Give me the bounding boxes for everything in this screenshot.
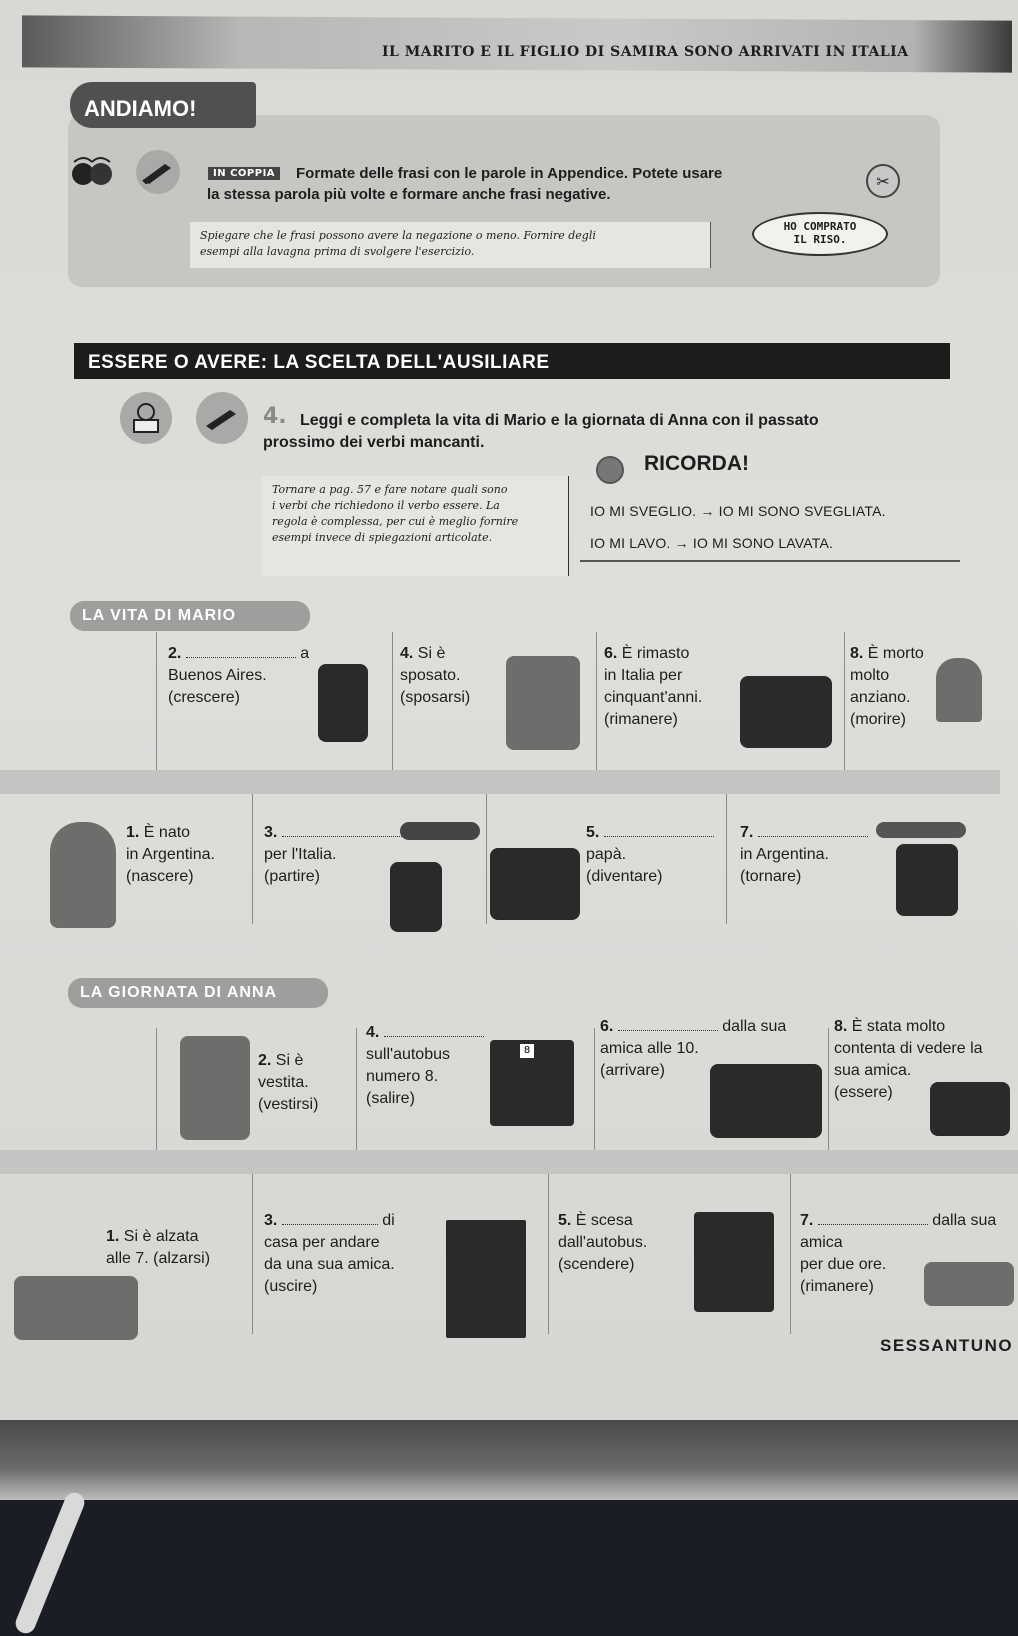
anna-item-4 — [366, 1022, 484, 1110]
item-text: Si è alzata — [123, 1228, 199, 1245]
divider — [252, 794, 253, 924]
divider — [548, 1174, 549, 1334]
item-verb: (diventare) — [586, 868, 663, 885]
divider — [594, 1028, 595, 1150]
item-text: in Argentina. — [740, 846, 829, 863]
airplane-illustration — [400, 822, 480, 840]
old-man-illustration — [896, 844, 958, 916]
item-text: anziano. — [850, 689, 911, 706]
airplane-illustration — [876, 822, 966, 838]
item-verb: (essere) — [834, 1084, 893, 1101]
item-verb: (crescere) — [168, 689, 241, 706]
doorway-illustration — [446, 1220, 526, 1338]
mario-timeline — [0, 770, 1000, 794]
item-text: in Argentina. — [126, 846, 215, 863]
item-text: alle 7. (alzarsi) — [106, 1250, 211, 1267]
answer-blank[interactable] — [604, 822, 714, 837]
item-number: 1. — [126, 824, 140, 841]
item-number: 8. — [850, 645, 864, 662]
pushpin-icon — [596, 456, 624, 484]
ricorda-title: RICORDA! — [644, 452, 749, 475]
anna-item-1 — [106, 1226, 210, 1270]
exercise-number: 4. — [263, 404, 287, 429]
anna-timeline — [0, 1150, 1018, 1174]
sofa-friends-illustration — [924, 1262, 1014, 1306]
answer-blank[interactable] — [618, 1016, 718, 1031]
item-text: È stata molto — [851, 1018, 946, 1035]
answer-blank[interactable] — [758, 822, 868, 837]
item-text: Si è — [275, 1052, 304, 1069]
divider — [252, 1174, 253, 1334]
item-text: vestita. — [258, 1074, 309, 1091]
mario-item-8 — [850, 643, 924, 731]
mario-item-5 — [586, 822, 714, 888]
item-verb: (vestirsi) — [258, 1096, 319, 1113]
item-number: 4. — [400, 645, 414, 662]
item-text: casa per andare — [264, 1234, 380, 1251]
answer-blank[interactable] — [282, 1210, 378, 1225]
section-title: ESSERE O AVERE: LA SCELTA DELL'AUSILIARE — [88, 352, 550, 373]
item-verb: (scendere) — [558, 1256, 635, 1273]
item-text: contenta di vedere la — [834, 1040, 983, 1057]
note-line: esempi invece di spiegazioni articolate. — [272, 531, 493, 544]
item-number: 3. — [264, 824, 278, 841]
ricorda-example-1: IO MI SVEGLIO. → IO MI SONO SVEGLIATA. — [590, 503, 886, 519]
item-text: papà. — [586, 846, 627, 863]
item-text: sull'autobus — [366, 1046, 450, 1063]
andiamo-instruction-1: Formate delle frasi con le parole in Appendice. Potete usare — [296, 165, 723, 182]
item-text: È rimasto — [621, 645, 690, 662]
item-number: 8. — [834, 1018, 848, 1035]
reading-icon — [120, 392, 172, 444]
speech-bubble — [752, 212, 888, 256]
mario-item-4 — [400, 643, 470, 709]
item-text: È nato — [143, 824, 191, 841]
andiamo-title: ANDIAMO! — [84, 96, 197, 121]
divider — [156, 632, 157, 770]
divider — [486, 794, 487, 924]
teacher-note-ricorda — [262, 476, 569, 576]
item-number: 1. — [106, 1228, 120, 1245]
item-text: dalla sua — [722, 1018, 787, 1035]
item-verb: (sposarsi) — [400, 689, 471, 706]
bubble-line: IL RISO. — [793, 233, 847, 246]
mario-item-2 — [168, 643, 309, 709]
soccer-boy-illustration — [318, 664, 368, 742]
item-number: 5. — [558, 1212, 572, 1229]
item-verb: (rimanere) — [800, 1278, 874, 1295]
item-text: di — [382, 1212, 395, 1229]
in-coppia-badge: IN COPPIA — [208, 167, 280, 180]
page-number: SESSANTUNO — [880, 1336, 1014, 1355]
item-verb: (partire) — [264, 868, 321, 885]
wedding-couple-illustration — [506, 656, 580, 750]
bus-number: 8 — [520, 1044, 534, 1058]
item-text: per due ore. — [800, 1256, 887, 1273]
item-text: molto — [850, 667, 890, 684]
exercise-instruction-1: Leggi e completa la vita di Mario e la giornata di Anna con il passato — [300, 412, 819, 429]
anna-item-2 — [258, 1050, 318, 1116]
item-text: Buenos Aires. — [168, 667, 267, 684]
item-text: sposato. — [400, 667, 461, 684]
father-child-illustration — [490, 848, 580, 920]
item-verb: (morire) — [850, 711, 906, 728]
answer-blank[interactable] — [282, 822, 402, 837]
item-verb: (salire) — [366, 1090, 415, 1107]
item-verb: (rimanere) — [604, 711, 678, 728]
anna-item-5 — [558, 1210, 647, 1276]
exercise-instruction-2: prossimo dei verbi mancanti. — [263, 434, 485, 451]
note-line: Spiegare che le frasi possono avere la negazione o meno. Fornire degli — [200, 229, 596, 242]
divider — [156, 1028, 157, 1150]
divider — [392, 632, 393, 770]
ricorda-underline — [580, 560, 960, 562]
girl-dressing-illustration — [180, 1036, 250, 1140]
write-icon — [196, 392, 248, 444]
anna-item-3 — [264, 1210, 395, 1298]
gravestone-illustration — [936, 658, 982, 722]
divider — [596, 632, 597, 770]
item-text: È morto — [867, 645, 924, 662]
item-number: 2. — [258, 1052, 272, 1069]
item-text: da una sua amica. — [264, 1256, 395, 1273]
traveler-illustration — [390, 862, 442, 932]
workers-illustration — [740, 676, 832, 748]
item-text: a — [300, 645, 310, 662]
item-number: 6. — [600, 1018, 614, 1035]
item-number: 2. — [168, 645, 182, 662]
item-verb: (tornare) — [740, 868, 802, 885]
pen-object — [13, 1490, 88, 1636]
item-text: numero 8. — [366, 1068, 439, 1085]
item-verb: (nascere) — [126, 868, 194, 885]
andiamo-instruction-2: la stessa parola più volte e formare anche frasi negative. — [207, 186, 611, 203]
divider — [726, 794, 727, 924]
divider — [790, 1174, 791, 1334]
anna-title: LA GIORNATA DI ANNA — [68, 978, 328, 1008]
note-line: i verbi che richiedono il verbo essere. La — [272, 499, 500, 512]
item-text: Si è — [417, 645, 446, 662]
girl-waking-illustration — [14, 1276, 138, 1340]
bus-stop-illustration — [694, 1212, 774, 1312]
ricorda-example-2: IO MI LAVO. → IO MI SONO LAVATA. — [590, 535, 834, 551]
mario-item-7 — [740, 822, 868, 888]
item-number: 5. — [586, 824, 600, 841]
page-header-title: IL MARITO E IL FIGLIO DI SAMIRA SONO ARRIVATI IN ITALIA — [382, 44, 909, 60]
item-verb: (uscire) — [264, 1278, 318, 1295]
friends-greeting-illustration — [710, 1064, 822, 1138]
item-text: amica alle 10. — [600, 1040, 699, 1057]
bus-illustration — [490, 1040, 574, 1126]
item-text: per l'Italia. — [264, 846, 337, 863]
mario-item-6 — [604, 643, 702, 731]
page-edge-shadow — [0, 1420, 1018, 1500]
item-text: cinquant'anni. — [604, 689, 703, 706]
item-number: 3. — [264, 1212, 278, 1229]
mother-baby-illustration — [50, 822, 116, 928]
answer-blank[interactable] — [384, 1022, 484, 1037]
note-line: regola è complessa, per cui è meglio fornire — [272, 515, 519, 528]
pair-icon — [70, 150, 114, 194]
item-text: sua amica. — [834, 1062, 912, 1079]
answer-blank[interactable] — [818, 1210, 928, 1225]
note-line: Tornare a pag. 57 e fare notare quali sono — [272, 483, 508, 496]
divider — [356, 1028, 357, 1150]
two-girls-illustration — [930, 1082, 1010, 1136]
answer-blank[interactable] — [186, 643, 296, 658]
item-text: È scesa — [575, 1212, 633, 1229]
item-text: dall'autobus. — [558, 1234, 648, 1251]
scissors-icon: ✂ — [866, 164, 900, 198]
item-number: 4. — [366, 1024, 380, 1041]
mario-item-1 — [126, 822, 215, 888]
item-text: amica — [800, 1234, 843, 1251]
teacher-note-andiamo — [190, 222, 711, 268]
mario-title: LA VITA DI MARIO — [70, 601, 310, 631]
bubble-line: HO COMPRATO — [783, 220, 857, 233]
item-text: in Italia per — [604, 667, 683, 684]
mario-item-3 — [264, 822, 402, 888]
item-text: dalla sua — [932, 1212, 997, 1229]
divider — [844, 632, 845, 770]
divider — [828, 1028, 829, 1150]
item-number: 6. — [604, 645, 618, 662]
item-number: 7. — [800, 1212, 814, 1229]
item-number: 7. — [740, 824, 754, 841]
write-icon — [136, 150, 180, 194]
note-line: esempi alla lavagna prima di svolgere l'esercizio. — [200, 245, 475, 258]
item-verb: (arrivare) — [600, 1062, 665, 1079]
